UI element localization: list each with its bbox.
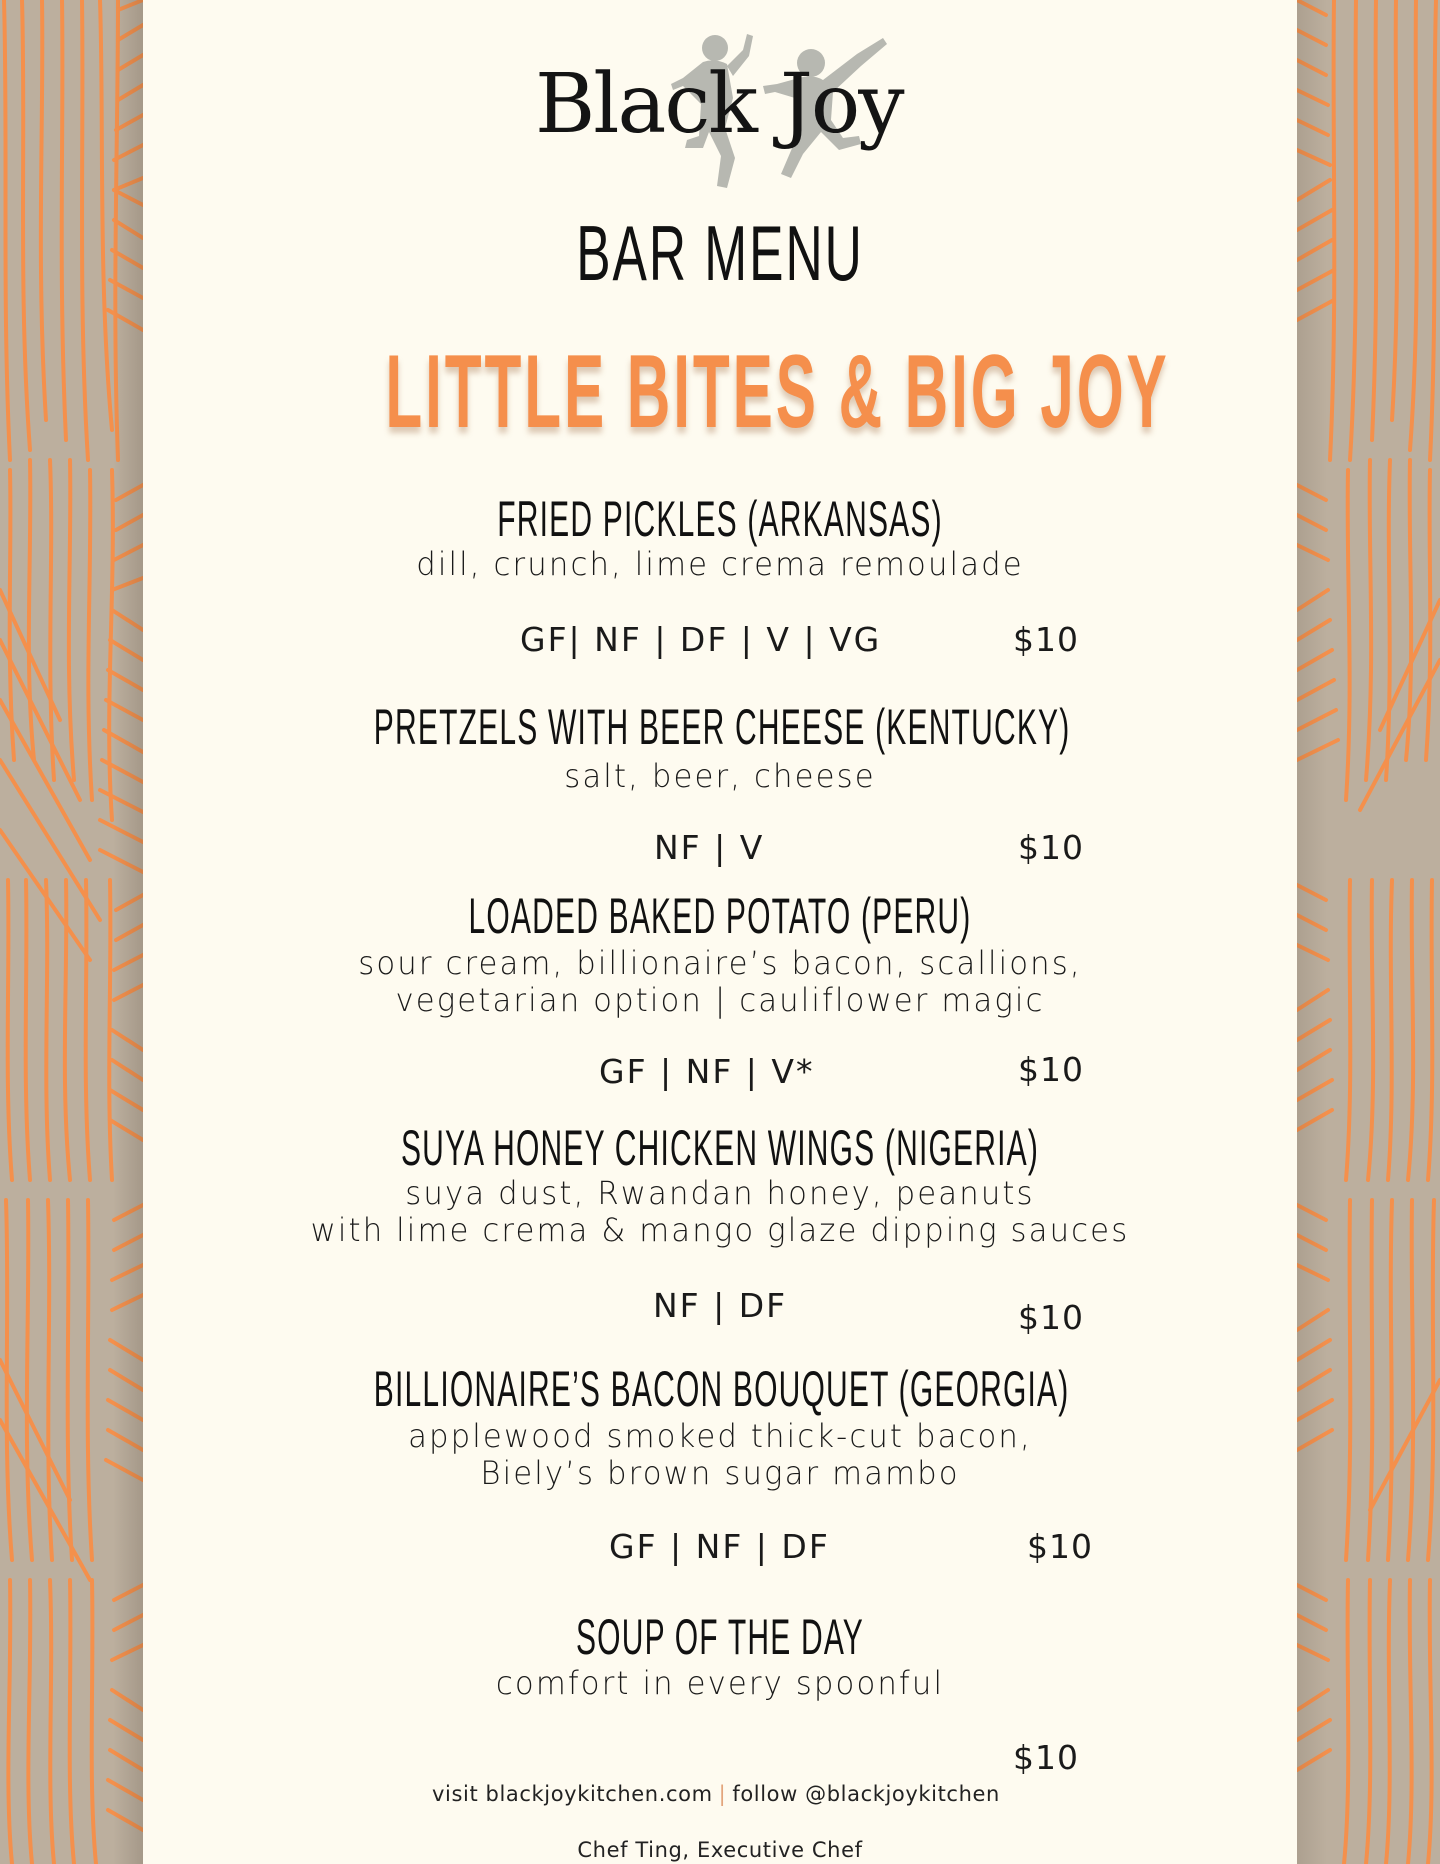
- footer-separator: |: [718, 1782, 727, 1806]
- item-price: $10: [1018, 1050, 1084, 1089]
- dietary-tags: GF | NF | V*: [599, 1052, 815, 1091]
- item-description: salt, beer, cheese: [564, 757, 876, 795]
- item-description: with lime crema & mango glaze dipping sauces: [310, 1211, 1130, 1249]
- chef-credit: Chef Ting, Executive Chef: [577, 1838, 863, 1862]
- item-title: PRETZELS WITH BEER CHEESE (KENTUCKY): [373, 699, 1071, 755]
- item-price: $10: [1018, 1298, 1084, 1337]
- brand-logo-text: Black Joy: [535, 57, 903, 152]
- menu-panel: [143, 0, 1297, 1864]
- footer-links: [432, 1782, 1000, 1806]
- item-title: BILLIONAIRE’S BACON BOUQUET (GEORGIA): [373, 1361, 1070, 1417]
- item-description: suya dust, Rwandan honey, peanuts: [405, 1174, 1035, 1212]
- dietary-tags: GF | NF | DF: [609, 1527, 830, 1566]
- border-shadow: [113, 0, 143, 1864]
- item-description: comfort in every spoonful: [495, 1664, 945, 1702]
- page-title: BAR MENU: [576, 209, 864, 297]
- item-title: FRIED PICKLES (ARKANSAS): [497, 491, 943, 547]
- item-title: SUYA HONEY CHICKEN WINGS (NIGERIA): [400, 1120, 1040, 1176]
- item-description: applewood smoked thick-cut bacon,: [408, 1417, 1032, 1455]
- left-decorative-border: [0, 0, 143, 1864]
- menu-section-subtitle: LITTLE BITES & BIG JOY: [385, 334, 1170, 450]
- item-description: vegetarian option | cauliflower magic: [395, 981, 1045, 1019]
- border-shadow: [1297, 0, 1327, 1864]
- item-price: $10: [1018, 828, 1084, 867]
- item-title: SOUP OF THE DAY: [575, 1609, 865, 1665]
- item-price: $10: [1027, 1527, 1093, 1566]
- right-decorative-border: [1297, 0, 1440, 1864]
- item-price: $10: [1013, 1738, 1079, 1777]
- dietary-tags: NF | V: [654, 828, 765, 867]
- item-description: Biely’s brown sugar mambo: [480, 1454, 960, 1492]
- dietary-tags: NF | DF: [653, 1286, 788, 1325]
- item-description: sour cream, billionaire’s bacon, scallions,: [358, 944, 1082, 982]
- item-description: dill, crunch, lime crema remoulade: [416, 545, 1024, 583]
- website-link[interactable]: visit blackjoykitchen.com: [432, 1782, 713, 1806]
- social-handle-link[interactable]: follow @blackjoykitchen: [732, 1782, 1000, 1806]
- item-price: $10: [1013, 620, 1079, 659]
- dietary-tags: GF| NF | DF | V | VG: [520, 620, 882, 659]
- item-title: LOADED BAKED POTATO (PERU): [468, 888, 972, 944]
